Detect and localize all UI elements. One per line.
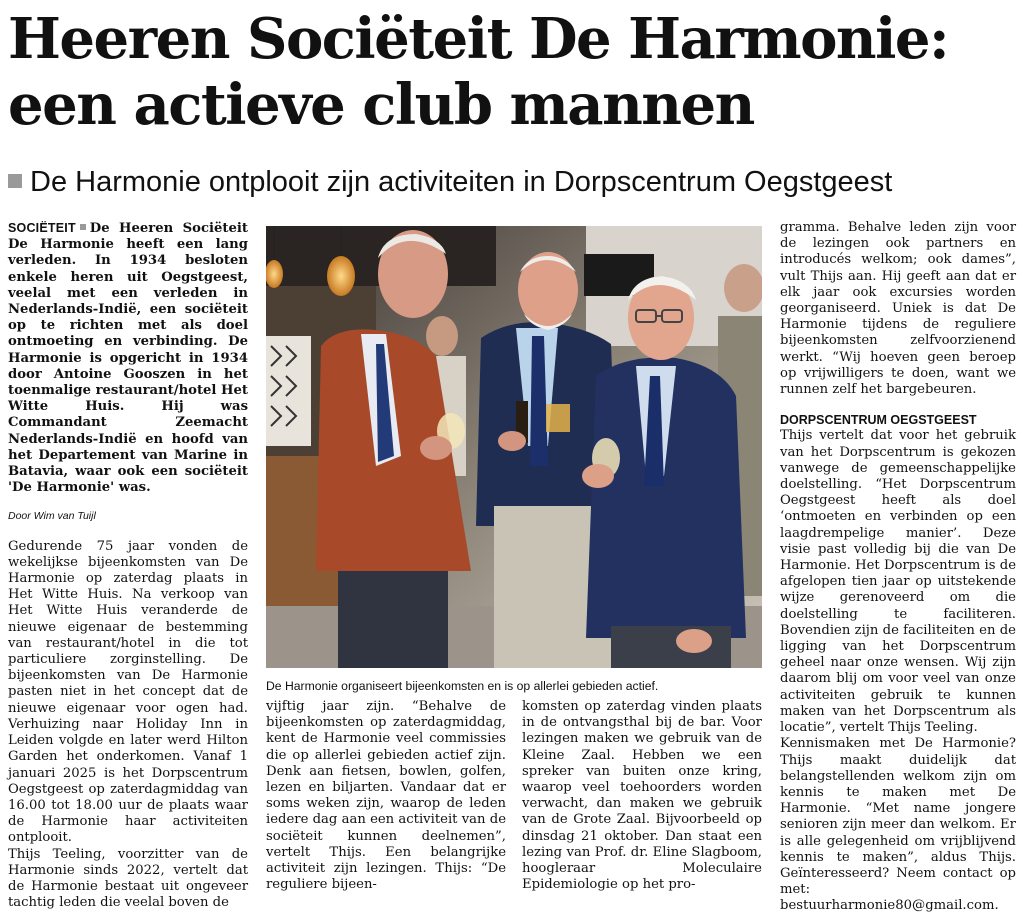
column-2-text: vijftig jaar zijn. “Behalve de bijeenkomsten op zaterdagmiddag, kent de Harmonie veel commissies die op allerlei gebieden actief zijn. Denk aan fietsen, bowlen, golfen, lezen en biljarten. Vandaar dat er soms weken zijn, waarop de leden iedere dag aan een activiteit van de sociëteit kunnen deelnemen”, vertelt Thijs. Een belangrijke activiteit zijn lezingen. Thijs: “De reguliere bijeen- [266, 699, 506, 893]
subheadline-text: De Harmonie ontplooit zijn activiteiten in Dorpscentrum Oegstgeest [30, 166, 893, 198]
lead-text: De Heeren Sociëteit De Harmonie heeft een lang verleden. In 1934 besloten enkele heren uit Oegstgeest, veelal met een verleden in Nederlands-Indië, een sociëteit op te richten met als doel ontmoeting en verbinding. De Harmonie is opgericht in 1934 door Antoine Gooszen in het toenmalige restaurant/hotel Het Witte Huis. Hij was Commandant Zeemacht Nederlands-Indië en hoofd van het Departement van Marine in Batavia, waar ook een sociëteit 'De Harmonie' was. [8, 221, 248, 496]
column-4-paragraph-1: gramma. Behalve leden zijn voor de lezingen ook partners en introducés welkom; ook dames”, vult Thijs aan. Hij geeft aan dat er elk jaar ook excursies worden georganiseerd. Uniek is dat De Harmonie tijdens de reguliere bijeenkomsten zelfvoorzienend werkt. “Wij hoeven geen beroep op vrijwilligers te doen, want we runnen zelf het bargebeuren. [780, 220, 1016, 398]
photo-caption: De Harmonie organiseert bijeenkomsten en is op allerlei gebieden actief. [266, 679, 659, 693]
subheadline [8, 164, 892, 200]
section-heading: DORPSCENTRUM OEGSTGEEST [780, 413, 977, 428]
subhead-bullet-icon [8, 174, 22, 188]
body-paragraph-1: Gedurende 75 jaar vonden de wekelijkse bijeenkomsten van De Harmonie op zaterdag plaats in Het Witte Huis. Na verkoop van Het Witte Huis veranderde de nieuwe eigenaar de bestemming van restaurant/hotel in die tot particuliere zorginstelling. De bijeenkomsten van De Harmonie pasten niet in het concept dat de nieuwe eigenaar voor ogen had. Verhuizing naar Holiday Inn in Leiden volgde en later werd Hilton Garden het onderkomen. Vanaf 1 januari 2025 is het Dorpscentrum Oegstgeest op zaterdagmiddag van 16.00 tot 18.00 uur de plaats waar de Harmonie haar activiteiten ontplooit. [8, 538, 248, 846]
kicker: SOCIËTEIT [8, 221, 76, 235]
byline: Door Wim van Tuijl [8, 510, 96, 523]
column-2 [266, 699, 506, 893]
article-photo [266, 226, 762, 668]
column-4 [780, 220, 1016, 915]
column-1 [8, 220, 248, 911]
column-4-paragraph-2: Thijs vertelt dat voor het gebruik van het Dorpscentrum is gekozen vanwege de gemeenschappelijke doelstelling. “Het Dorpscentrum Oegstgeest heeft als doel ‘ontmoeten en verbinden op een laagdrempelige manier’. Deze visie past volledig bij die van De Harmonie. Het Dorpscentrum is de afgelopen tien jaar op uitstekende wijze gerenoveerd om die doelstelling te faciliteren. Bovendien zijn de faciliteiten en de ligging van het Dorpscentrum geheel naar onze wensen. Wij zijn daarom blij om voor veel van onze activiteiten gebruik te kunnen maken van het Dorpscentrum als locatie”, vertelt Thijs Teeling. [780, 428, 1016, 736]
body-paragraph-2: Thijs Teeling, voorzitter van de Harmonie sinds 2022, vertelt dat de Harmonie bestaat uit ongeveer tachtig leden die veelal boven de [8, 846, 248, 911]
headline-line-1: Heeren Sociëteit De Harmonie: [8, 6, 949, 72]
column-3-text: komsten op zaterdag vinden plaats in de ontvangsthal bij de bar. Voor lezingen maken we gebruik van de Kleine Zaal. Hebben we een spreker van buiten onze kring, waarop veel toehoorders worden verwacht, dan maken we gebruik van de Grote Zaal. Bijvoorbeeld op dinsdag 21 oktober. Dan staat een lezing van Prof. dr. Eline Slagboom, hoogleraar Moleculaire Epidemiologie op het pro- [522, 699, 762, 893]
headline-line-2: een actieve club mannen [8, 72, 754, 138]
column-3 [522, 699, 762, 893]
headline [8, 6, 1018, 138]
column-4-paragraph-3: Kennismaken met De Harmonie? Thijs maakt duidelijk dat belangstellenden welkom zijn om kennis te maken met De Harmonie. “Met name jongere senioren zijn meer dan welkom. Er is alle gelegenheid om vrijblijvend kennis te maken”, aldus Thijs. Geïnteresseerd? Neem contact op met: bestuurharmonie80@gmail.com. [780, 736, 1016, 914]
lead-paragraph [8, 220, 248, 496]
kicker-bullet-icon [80, 224, 86, 230]
photo-illustration [266, 226, 762, 668]
